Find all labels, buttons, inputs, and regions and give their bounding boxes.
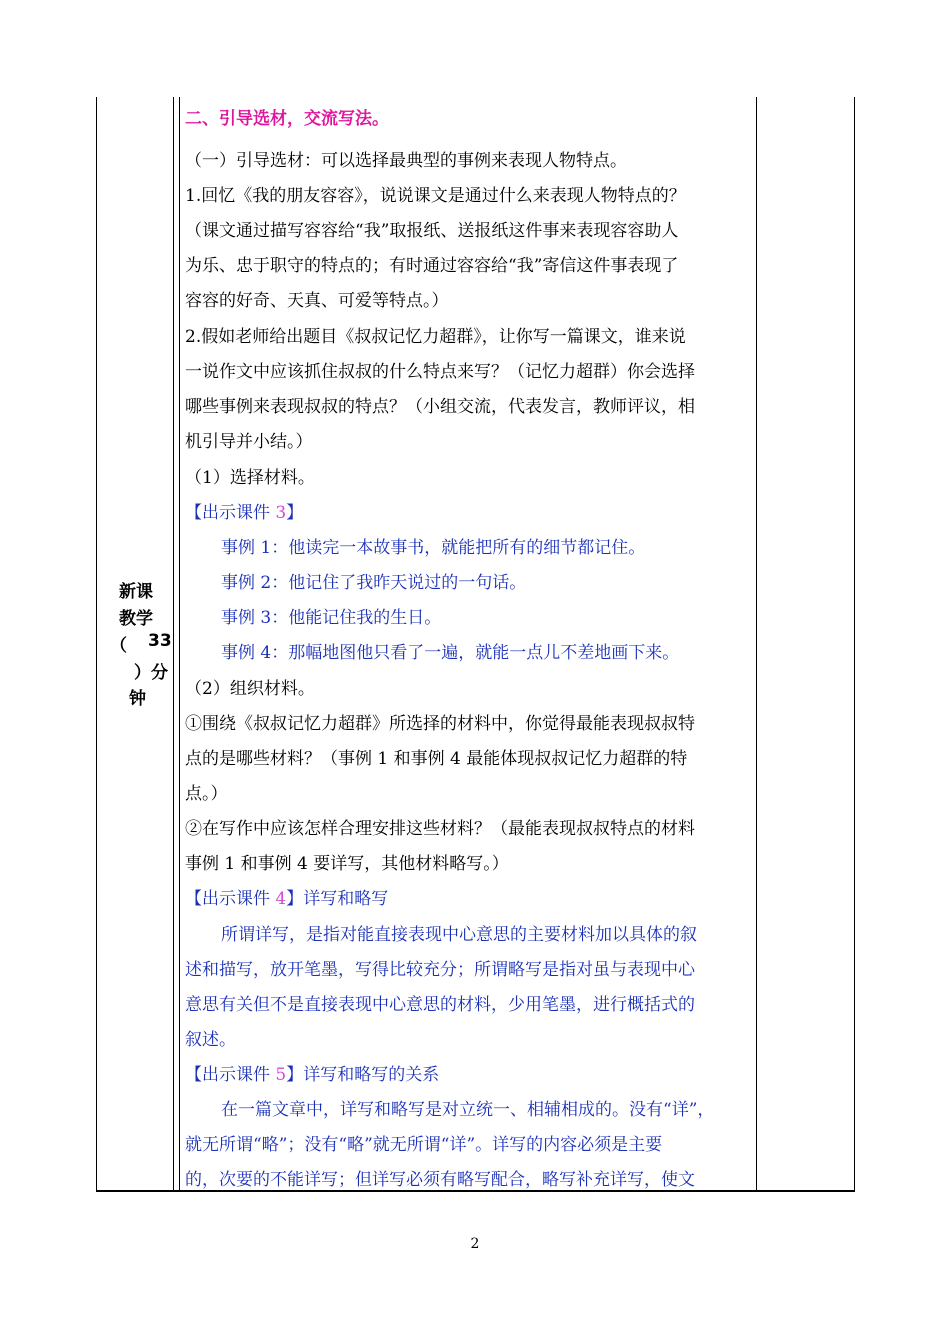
paragraph-line: 所谓详写，是指对能直接表现中心意思的主要材料加以具体的叙	[221, 925, 697, 945]
text-line: ②在写作中应该怎样合理安排这些材料？（最能表现叔叔特点的材料	[185, 819, 695, 839]
courseware-label: 【出示课件 3】	[185, 503, 304, 523]
section-label-line: 钟	[129, 689, 146, 709]
text-line: 1.回忆《我的朋友容容》，说说课文是通过什么来表现人物特点的？	[185, 186, 686, 206]
example-line: 事例 2：他记住了我昨天说过的一句话。	[221, 573, 527, 593]
table-border-right	[854, 97, 855, 1190]
example-line: 事例 3：他能记住我的生日。	[221, 608, 442, 628]
section-label-line: 33	[148, 631, 172, 651]
paragraph-line: 述和描写，放开笔墨，写得比较充分；所谓略写是指对虽与表现中心	[185, 960, 695, 980]
section-heading: 二、引导选材，交流写法。	[185, 109, 389, 129]
table-divider	[179, 97, 180, 1190]
text-line: 2.假如老师给出题目《叔叔记忆力超群》，让你写一篇课文，谁来说	[185, 327, 686, 347]
text-line: （一）引导选材：可以选择最典型的事例来表现人物特点。	[185, 151, 627, 171]
page-number: 2	[470, 1236, 480, 1252]
text-line: 机引导并小结。）	[185, 432, 313, 452]
text-line: （1）选择材料。	[185, 468, 315, 488]
paragraph-line: 意思有关但不是直接表现中心意思的材料，少用笔墨，进行概括式的	[185, 995, 695, 1015]
example-line: 事例 4：那幅地图他只看了一遍，就能一点儿不差地画下来。	[221, 643, 680, 663]
text-line: （2）组织材料。	[185, 679, 315, 699]
table-border-left	[96, 97, 97, 1190]
paragraph-line: 的，次要的不能详写；但详写必须有略写配合，略写补充详写，使文	[185, 1170, 695, 1190]
lesson-table	[96, 97, 855, 1192]
text-line: 点。）	[185, 784, 228, 804]
section-label-line: 新课	[119, 582, 153, 602]
text-line: 容容的好奇、天真、可爱等特点。）	[185, 291, 449, 311]
text-line: ①围绕《叔叔记忆力超群》所选择的材料中，你觉得最能表现叔叔特	[185, 714, 695, 734]
text-line: 哪些事例来表现叔叔的特点？（小组交流，代表发言，教师评议，相	[185, 397, 695, 417]
section-label-line: ）分	[134, 663, 168, 683]
text-line: 为乐、忠于职守的特点的；有时通过容容给“我”寄信这件事表现了	[185, 256, 679, 276]
section-label-line: （	[110, 636, 127, 656]
text-line: 一说作文中应该抓住叔叔的什么特点来写？（记忆力超群）你会选择	[185, 362, 695, 382]
paragraph-line: 叙述。	[185, 1030, 236, 1050]
text-line: 点的是哪些材料？（事例 1 和事例 4 最能体现叔叔记忆力超群的特	[185, 749, 688, 769]
table-divider	[756, 97, 757, 1190]
paragraph-line: 在一篇文章中，详写和略写是对立统一、相辅相成的。没有“详”，	[221, 1100, 715, 1120]
section-label-line: 教学	[119, 609, 153, 629]
table-divider	[173, 97, 174, 1190]
paragraph-line: 就无所谓“略”；没有“略”就无所谓“详”。详写的内容必须是主要	[185, 1135, 663, 1155]
example-line: 事例 1：他读完一本故事书，就能把所有的细节都记住。	[221, 538, 646, 558]
courseware-label: 【出示课件 4】详写和略写	[185, 889, 389, 909]
text-line: 事例 1 和事例 4 要详写，其他材料略写。）	[185, 854, 509, 874]
text-line: （课文通过描写容容给“我”取报纸、送报纸这件事来表现容容助人	[185, 221, 679, 241]
courseware-label: 【出示课件 5】详写和略写的关系	[185, 1065, 440, 1085]
